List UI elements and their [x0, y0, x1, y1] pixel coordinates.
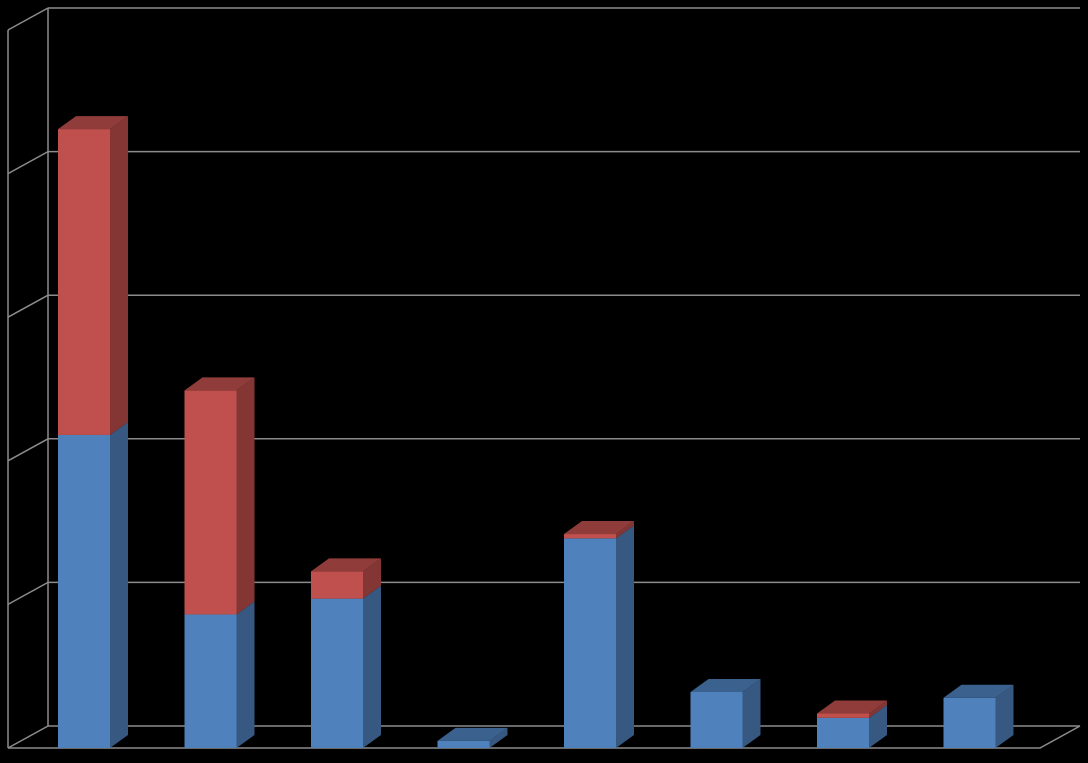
bar-front-series-2 — [311, 571, 363, 598]
floor-front-edge — [8, 726, 1080, 748]
bar-front-series-2 — [564, 534, 616, 538]
bar-side-series-1 — [237, 601, 255, 748]
side-gridline — [8, 582, 48, 604]
bar-front-series-1 — [817, 718, 869, 748]
side-gridline — [8, 152, 48, 174]
bar-front-series-1 — [185, 614, 237, 748]
bar-side-series-2 — [237, 377, 255, 614]
side-gridline — [8, 8, 48, 30]
bar-front-series-2 — [817, 714, 869, 718]
side-gridline — [8, 726, 48, 748]
bar-front-series-1 — [58, 435, 110, 748]
side-gridline — [8, 295, 48, 317]
bar-front-series-2 — [185, 390, 237, 614]
bar-side-series-1 — [363, 586, 381, 748]
bar-front-series-2 — [58, 129, 110, 435]
bar-side-series-1 — [616, 525, 634, 748]
bar-side-series-1 — [110, 422, 128, 748]
bar-side-series-2 — [110, 116, 128, 435]
side-gridline — [8, 439, 48, 461]
bar-front-series-1 — [944, 698, 996, 748]
bar-front-series-1 — [438, 741, 490, 748]
bar-front-series-1 — [311, 599, 363, 748]
bar-front-series-1 — [564, 538, 616, 748]
bar-front-series-1 — [691, 692, 743, 748]
